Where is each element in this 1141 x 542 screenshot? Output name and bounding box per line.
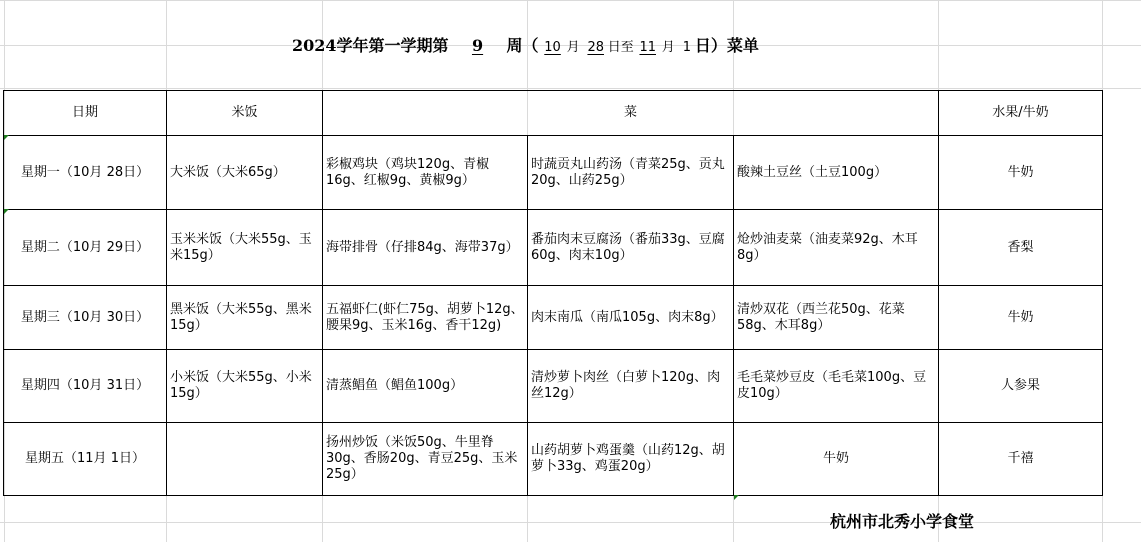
rice-cell[interactable]: 黑米饭（大米55g、黑米15g） <box>167 286 323 350</box>
dish-cell[interactable]: 扬州炒饭（米饭50g、牛里脊30g、香肠20g、青豆25g、玉米25g） <box>323 423 528 496</box>
title-suffix: 日）菜单 <box>694 36 759 55</box>
dish-cell[interactable]: 清蒸鲳鱼（鲳鱼100g） <box>323 350 528 423</box>
day-cell[interactable]: 星期三（10月 30日） <box>4 286 167 350</box>
fruit-cell[interactable]: 千禧 <box>939 423 1103 496</box>
dish-cell[interactable]: 时蔬贡丸山药汤（青菜25g、贡丸20g、山药25g） <box>528 136 734 210</box>
month-label: 月 <box>566 40 580 55</box>
dish-cell[interactable]: 五福虾仁(虾仁75g、胡萝卜12g、腰果9g、玉米16g、香干12g) <box>323 286 528 350</box>
fruit-cell[interactable]: 牛奶 <box>939 286 1103 350</box>
cell-comment-marker <box>4 209 9 214</box>
header-row <box>4 91 1103 136</box>
dish-cell[interactable]: 毛毛菜炒豆皮（毛毛菜100g、豆皮10g） <box>734 350 939 423</box>
table-row <box>4 136 1103 210</box>
rice-cell[interactable]: 小米饭（大米55g、小米15g） <box>167 350 323 423</box>
table-row <box>4 210 1103 286</box>
dish-cell[interactable]: 彩椒鸡块（鸡块120g、青椒16g、红椒9g、黄椒9g） <box>323 136 528 210</box>
cell-comment-marker <box>4 135 9 140</box>
dish-cell[interactable]: 牛奶 <box>734 423 939 496</box>
start-day: 28 <box>587 40 604 55</box>
day-cell[interactable]: 星期一（10月 28日） <box>4 136 167 210</box>
header-fruit-milk[interactable]: 水果/牛奶 <box>939 91 1103 136</box>
rice-cell[interactable]: 大米饭（大米65g） <box>167 136 323 210</box>
header-dishes[interactable]: 菜 <box>323 91 939 136</box>
end-month: 11 <box>639 40 656 55</box>
month-label: 月 <box>661 40 675 55</box>
dish-cell[interactable]: 番茄肉末豆腐汤（番茄33g、豆腐60g、肉末10g） <box>528 210 734 286</box>
end-day: 1 <box>682 40 692 55</box>
day-cell[interactable]: 星期五（11月 1日） <box>4 423 167 496</box>
fruit-cell[interactable]: 人参果 <box>939 350 1103 423</box>
start-month: 10 <box>544 40 561 55</box>
menu-table <box>3 90 1103 496</box>
day-to-label: 日至 <box>607 40 634 55</box>
day-cell[interactable]: 星期二（10月 29日） <box>4 210 167 286</box>
table-row <box>4 286 1103 350</box>
dish-cell[interactable]: 海带排骨（仔排84g、海带37g） <box>323 210 528 286</box>
table-row <box>4 350 1103 423</box>
fruit-cell[interactable]: 牛奶 <box>939 136 1103 210</box>
dish-cell[interactable]: 肉末南瓜（南瓜105g、肉末8g） <box>528 286 734 350</box>
day-cell[interactable]: 星期四（10月 31日） <box>4 350 167 423</box>
week-number: 9 <box>471 36 484 55</box>
header-date[interactable]: 日期 <box>4 91 167 136</box>
rice-cell[interactable] <box>167 423 323 496</box>
dish-cell[interactable]: 山药胡萝卜鸡蛋羹（山药12g、胡萝卜33g、鸡蛋20g） <box>528 423 734 496</box>
dish-cell[interactable]: 酸辣土豆丝（土豆100g） <box>734 136 939 210</box>
table-row <box>4 423 1103 496</box>
rice-cell[interactable]: 玉米米饭（大米55g、玉米15g） <box>167 210 323 286</box>
dish-cell[interactable]: 清炒双花（西兰花50g、花菜58g、木耳8g） <box>734 286 939 350</box>
title-week-suffix: 周（ <box>506 36 539 55</box>
page-title <box>292 33 759 56</box>
fruit-cell[interactable]: 香梨 <box>939 210 1103 286</box>
cell-comment-marker <box>734 495 739 500</box>
sheet-gridline <box>0 88 1141 89</box>
school-canteen-name: 杭州市北秀小学食堂 <box>830 512 975 531</box>
title-prefix: 2024学年第一学期第 <box>292 36 449 55</box>
dish-cell[interactable]: 炝炒油麦菜（油麦菜92g、木耳8g） <box>734 210 939 286</box>
sheet-gridline <box>0 0 1141 1</box>
dish-cell[interactable]: 清炒萝卜肉丝（白萝卜120g、肉丝12g） <box>528 350 734 423</box>
header-rice[interactable]: 米饭 <box>167 91 323 136</box>
